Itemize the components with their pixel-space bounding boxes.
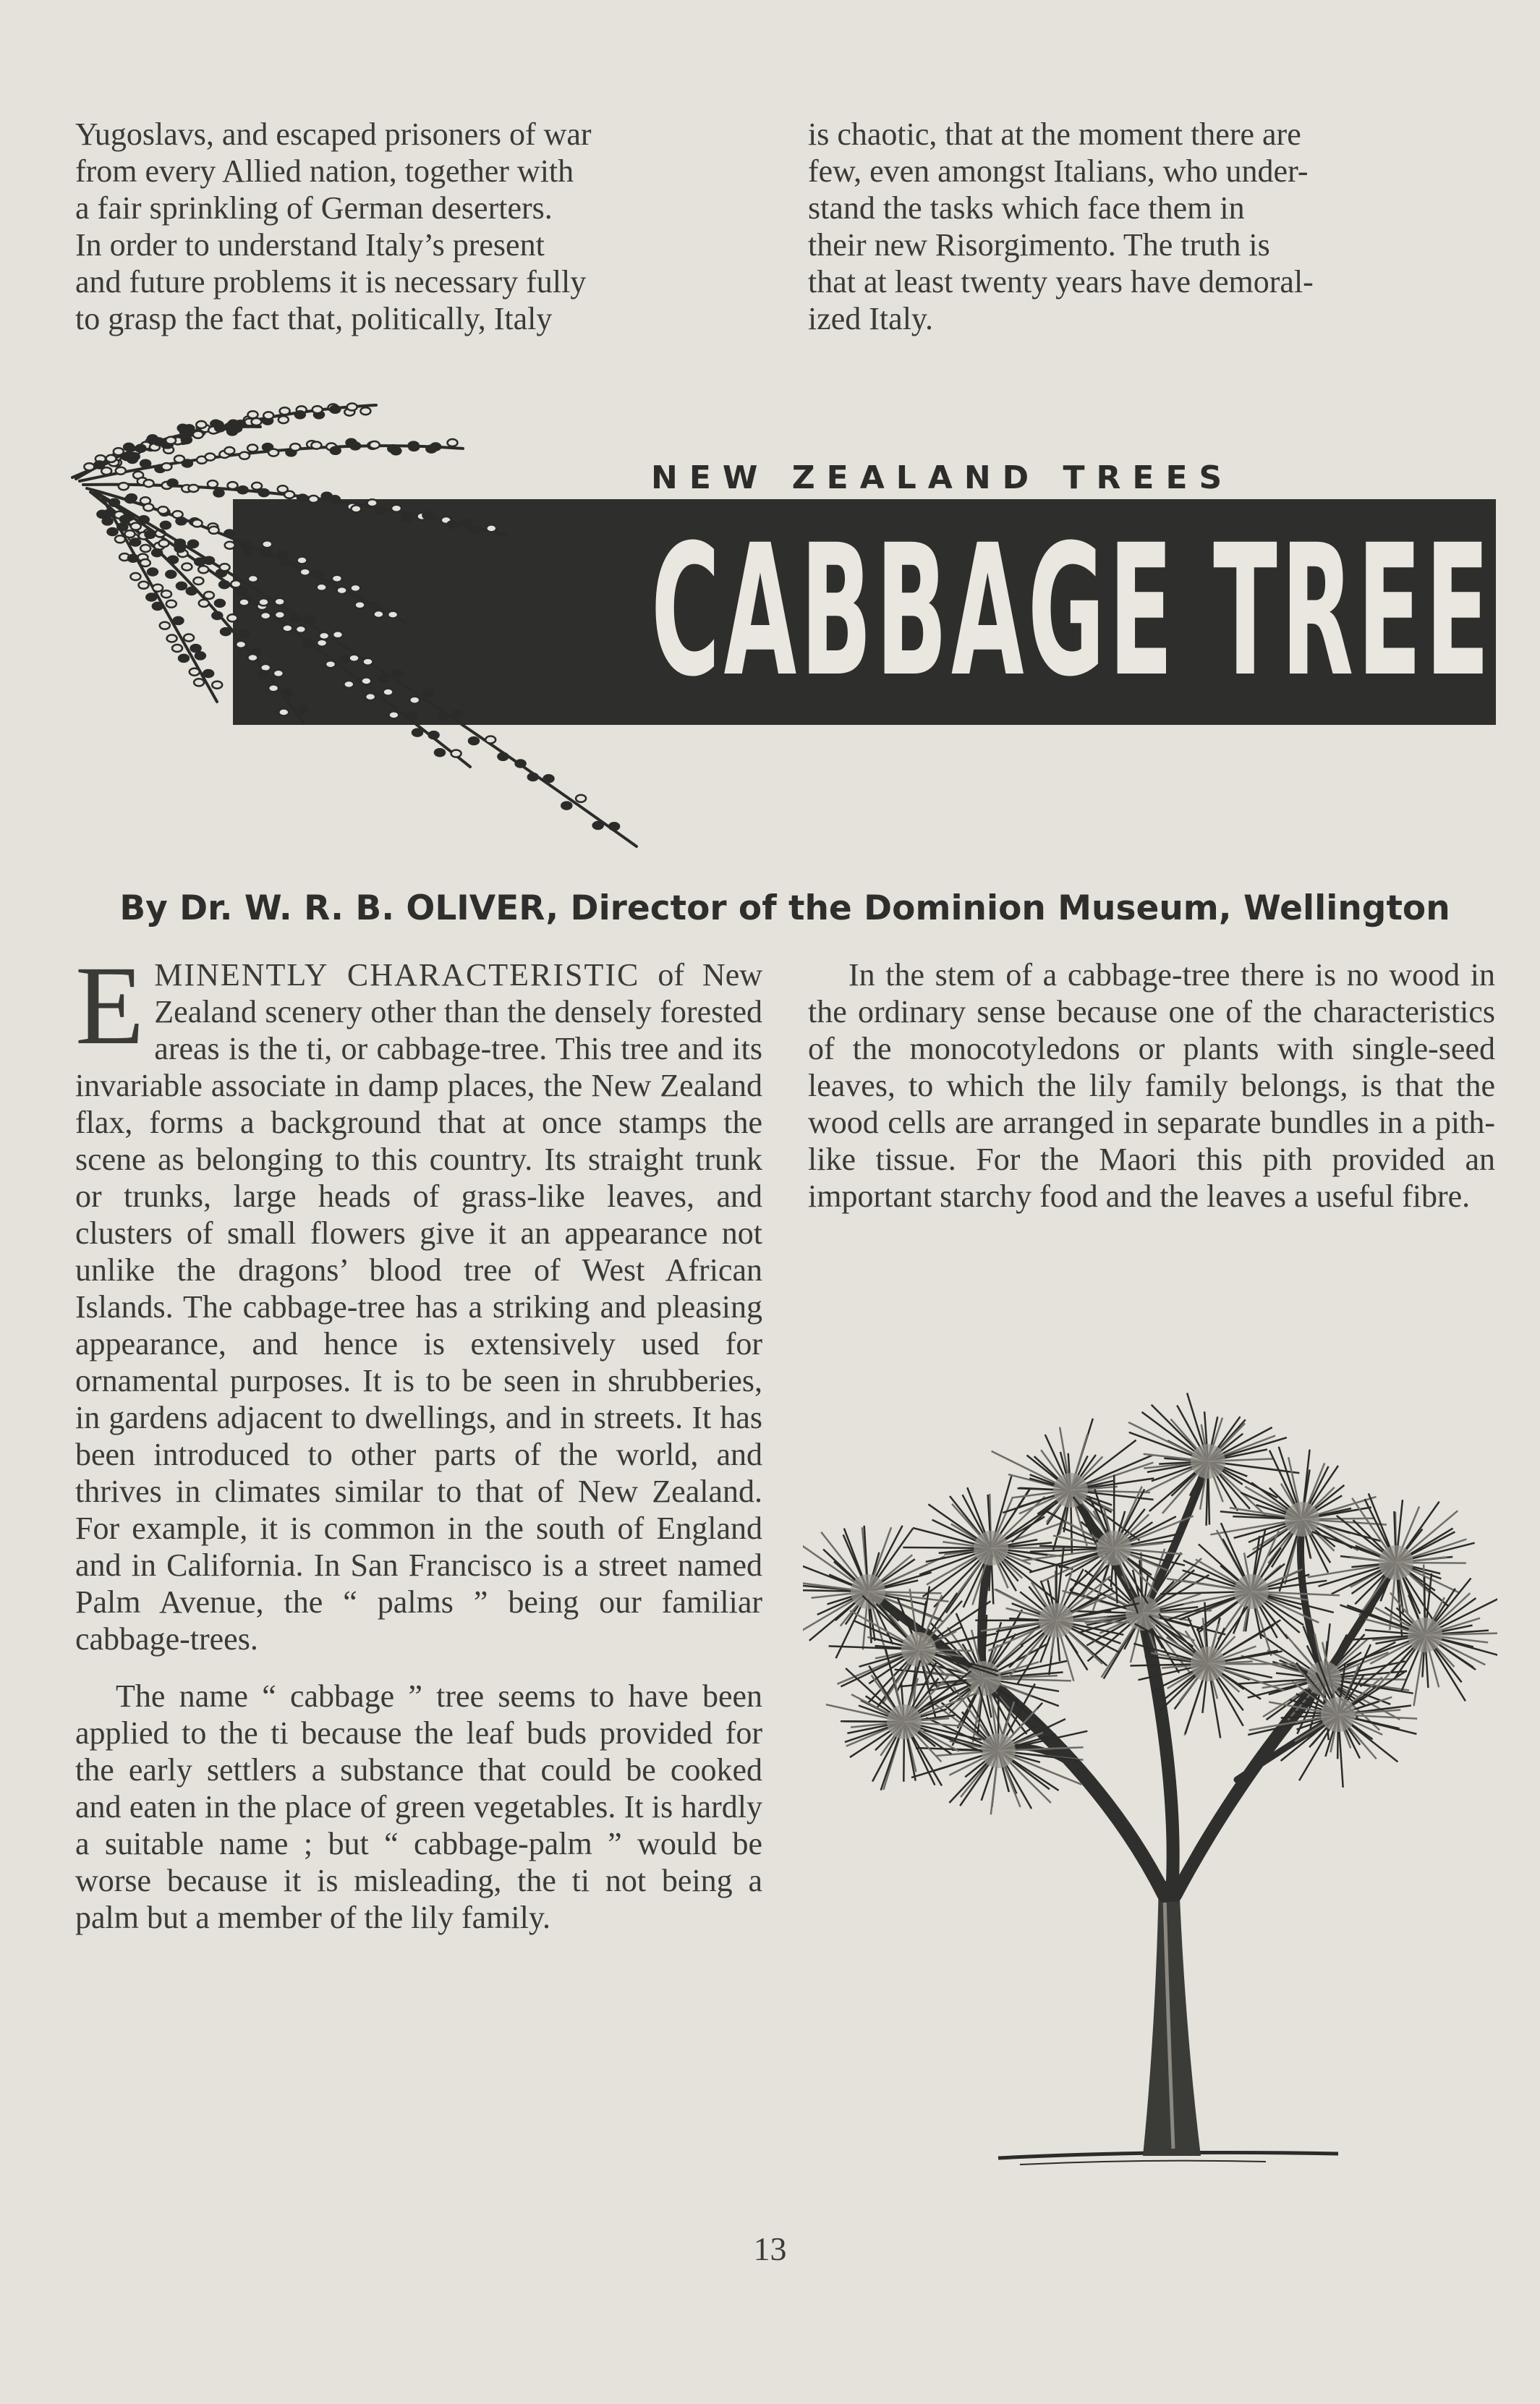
lead-in: MINENTLY CHARACTERISTIC [154, 957, 640, 993]
text-line: to grasp the fact that, politically, Italy [75, 301, 553, 336]
page-number: 13 [753, 2230, 787, 2267]
text-line: that at least twenty years have demoral- [808, 264, 1314, 300]
drop-cap: E [75, 943, 145, 1068]
text-line: is chaotic, that at the moment there are [808, 116, 1301, 152]
text-line: their new Risorgimento. The truth is [808, 227, 1270, 263]
text-line: and future problems it is necessary fully [75, 264, 587, 300]
text-line: In order to understand Italy’s present [75, 227, 545, 263]
text-line: ized Italy. [808, 301, 934, 336]
continuation-right-column [808, 116, 1495, 337]
text-line: Yugoslavs, and escaped prisoners of war [75, 116, 592, 152]
paragraph-1-text: of New Zealand scenery other than the densely forested areas is the ti, or cabbage-tree. This tree and its invariable associate in damp places, the New Zealand flax, forms a background that at once stamps the scene as belonging to this country. Its straight trunk or trunks, large heads of grass-like leaves, and clusters of small flowers give it an appearance not unlike the dragons’ blood tree of West African Islands. The cabbage-tree has a striking and pleasing appearance, and hence is extensively used for ornamental purposes. It is to be seen in shrubberies, in gardens adjacent to dwellings, and in streets. It has been introduced to other parts of the world, and thrives in climates similar to that of New Zealand. For example, it is common in the south of England and in California. In San Francisco is a street named Palm Avenue, the “ palms ” being our familiar cabbage-trees. [75, 957, 763, 1657]
text-line: a fair sprinkling of German deserters. [75, 190, 553, 226]
section-kicker: NEW ZEALAND TREES [651, 459, 1234, 496]
article-title: CABBAGE TREE [651, 506, 1494, 716]
text-line: stand the tasks which face them in [808, 190, 1245, 226]
continuation-left-column [75, 116, 760, 337]
paragraph-1 [75, 943, 763, 1657]
article-left-column [75, 943, 763, 1936]
byline: By Dr. W. R. B. OLIVER, Director of the Dominion Museum, Wellington [119, 888, 1450, 928]
cabbage-tree-illustration [803, 1375, 1497, 2199]
paragraph-2: The name “ cabbage ” tree seems to have been applied to the ti because the leaf buds provided for the early settlers a substance that could be cooked and eaten in the place of green vegetables. It is hardly a suitable name ; but “ cabbage-palm ” would be worse because it is misleading, the ti not being a palm but a member of the lily family. [75, 1678, 762, 1935]
text-line: few, even amongst Italians, who under- [808, 153, 1309, 189]
text-line: from every Allied nation, together with [75, 153, 574, 189]
paragraph-3: In the stem of a cabbage-tree there is no wood in the ordinary sense because one of the characteristics of the monocotyledons or plants with single-seed leaves, to which the lily family belongs, is that the wood cells are arranged in separate bundles in a pith-like tissue. For the Maori this pith provided an important starchy food and the leaves a useful fibre. [808, 957, 1495, 1214]
article-right-column [808, 956, 1495, 1215]
